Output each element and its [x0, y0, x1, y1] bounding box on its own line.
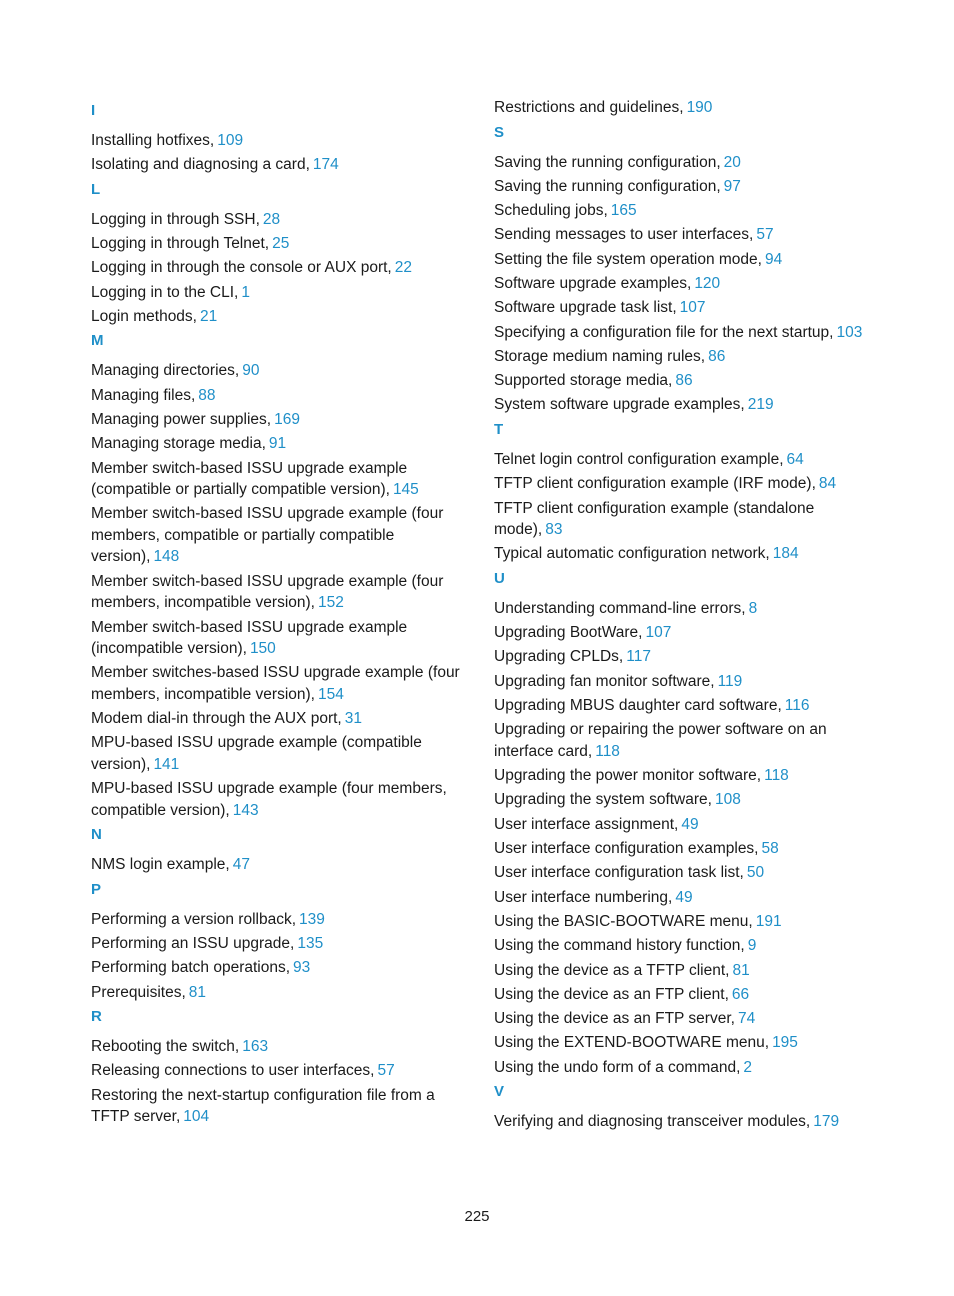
- index-entry-text: Supported storage media,: [494, 372, 673, 390]
- page-link[interactable]: 58: [761, 840, 779, 858]
- index-entry: [91, 854, 467, 876]
- index-entry: [91, 1036, 467, 1058]
- page-link[interactable]: 47: [232, 856, 250, 874]
- index-entry: [91, 617, 467, 660]
- index-entry: [494, 97, 874, 119]
- page-link[interactable]: 145: [392, 481, 419, 499]
- index-entry: [494, 249, 874, 271]
- index-entry: [91, 1060, 467, 1082]
- index-entry: [494, 297, 874, 319]
- index-entry: [494, 370, 874, 392]
- index-entry-text: Using the device as an FTP server,: [494, 1010, 735, 1028]
- page-link[interactable]: 107: [645, 624, 672, 642]
- index-entry-text: Isolating and diagnosing a card,: [91, 156, 310, 174]
- index-entry-text: Restrictions and guidelines,: [494, 99, 684, 116]
- page-link[interactable]: 91: [268, 435, 287, 453]
- index-entry-text: Logging in through the console or AUX port,: [91, 259, 392, 277]
- index-entry-text: Upgrading MBUS daughter card software,: [494, 697, 782, 715]
- index-entry-text: Storage medium naming rules,: [494, 347, 706, 365]
- index-entry-text: Managing power supplies,: [91, 411, 272, 429]
- index-entry: [91, 458, 467, 501]
- page-link[interactable]: 94: [764, 250, 783, 268]
- index-entry: [494, 911, 874, 933]
- index-entry-text: Member switch-based ISSU upgrade example (compatible or partially compatible version),: [91, 459, 408, 499]
- index-letter-heading: V: [494, 1083, 505, 1101]
- index-entry: [494, 1008, 874, 1030]
- index-entry: [494, 695, 874, 717]
- index-entry: [91, 662, 467, 705]
- index-entry: [494, 273, 874, 295]
- index-entry-text: User interface assignment,: [494, 815, 679, 833]
- page-link[interactable]: 86: [708, 347, 726, 365]
- index-entry-text: Using the undo form of a command,: [494, 1058, 741, 1076]
- page-link[interactable]: 163: [242, 1038, 269, 1056]
- index-letter-heading: S: [494, 123, 505, 141]
- index-entry: [494, 200, 874, 222]
- page-link[interactable]: 165: [610, 202, 637, 220]
- index-entry: [91, 957, 467, 979]
- index-entry: [494, 671, 874, 693]
- index-entry: [494, 719, 874, 762]
- page-link[interactable]: 109: [217, 132, 244, 149]
- index-entry: [494, 1032, 874, 1054]
- index-entry-text: Restoring the next-startup configuration file from a TFTP server,: [91, 1086, 435, 1126]
- index-entry-text: Performing batch operations,: [91, 959, 291, 977]
- index-entry-text: Saving the running configuration,: [494, 177, 721, 195]
- page-link[interactable]: 169: [274, 411, 300, 429]
- index-entry-text: Setting the file system operation mode,: [494, 250, 762, 268]
- page-link[interactable]: 174: [312, 156, 339, 174]
- index-letter-heading: R: [91, 1008, 102, 1026]
- page-link[interactable]: 57: [377, 1062, 395, 1080]
- index-entry-text: Logging in through SSH,: [91, 210, 260, 228]
- page-link[interactable]: 148: [153, 548, 180, 566]
- page-link[interactable]: 191: [755, 912, 782, 930]
- index-entry-text: Typical automatic configuration network,: [494, 545, 770, 563]
- index-entry-text: TFTP client configuration example (standalone mode),: [494, 499, 815, 539]
- index-entry-text: TFTP client configuration example (IRF mode),: [494, 475, 816, 493]
- page-link[interactable]: 8: [748, 599, 758, 617]
- index-entry-text: Software upgrade examples,: [494, 274, 692, 292]
- page-link[interactable]: 116: [784, 697, 810, 715]
- page-link[interactable]: 219: [747, 396, 774, 414]
- index-entry: [91, 257, 467, 279]
- index-entry: [494, 1057, 874, 1079]
- page-link[interactable]: 118: [595, 742, 620, 760]
- index-entry-text: System software upgrade examples,: [494, 396, 745, 414]
- page-link[interactable]: 179: [813, 1113, 840, 1131]
- index-entry-text: Specifying a configuration file for the next startup,: [494, 323, 834, 341]
- index-entry-text: User interface configuration task list,: [494, 864, 744, 882]
- index-entry-text: Managing directories,: [91, 362, 240, 380]
- index-entry: [91, 732, 467, 775]
- page-link[interactable]: 108: [714, 791, 741, 809]
- index-entry: [91, 982, 467, 1004]
- index-entry: [91, 154, 467, 176]
- index-entry: [494, 449, 874, 471]
- index-entry: [494, 765, 874, 787]
- index-entry-text: Prerequisites,: [91, 983, 186, 1001]
- index-entry-text: User interface configuration examples,: [494, 840, 759, 858]
- index-entry: [494, 224, 874, 246]
- index-entry: [91, 778, 467, 821]
- page-link[interactable]: 22: [394, 259, 412, 277]
- index-entry-text: MPU-based ISSU upgrade example (four members, compatible version),: [91, 780, 447, 819]
- index-entry: [494, 543, 874, 565]
- page-link[interactable]: 64: [786, 450, 804, 468]
- page-link[interactable]: 97: [723, 177, 741, 195]
- index-entry-text: MPU-based ISSU upgrade example (compatible version),: [91, 734, 422, 773]
- index-entry: [91, 909, 467, 931]
- index-entry: [91, 433, 467, 455]
- page-link[interactable]: 190: [686, 99, 713, 116]
- page-link[interactable]: 50: [746, 864, 765, 882]
- index-entry: [494, 960, 874, 982]
- index-entry: [91, 209, 467, 231]
- index-entry: [494, 862, 874, 884]
- index-entry: [494, 984, 874, 1006]
- page-link[interactable]: 103: [836, 323, 863, 341]
- index-entry-text: Upgrading fan monitor software,: [494, 672, 715, 690]
- page-link[interactable]: 104: [183, 1108, 210, 1126]
- index-entry-text: Upgrading BootWare,: [494, 624, 643, 642]
- index-entry-text: Member switch-based ISSU upgrade example (four members, incompatible version),: [91, 572, 444, 612]
- index-letter-heading: P: [91, 880, 102, 898]
- page-link[interactable]: 49: [681, 815, 699, 833]
- index-letter-heading: M: [91, 332, 104, 350]
- page-link[interactable]: 154: [317, 685, 344, 703]
- index-entry-text: Using the device as an FTP client,: [494, 985, 729, 1003]
- page-link[interactable]: 20: [723, 153, 741, 171]
- index-entry: [494, 394, 874, 416]
- page-link[interactable]: 86: [675, 372, 693, 390]
- page-number: 225: [464, 1208, 490, 1225]
- index-entry: [494, 1111, 874, 1133]
- index-column-right: [494, 97, 874, 1136]
- page-link[interactable]: 195: [772, 1034, 798, 1052]
- index-entry: [91, 233, 467, 255]
- index-entry: [494, 176, 874, 198]
- index-entry-text: NMS login example,: [91, 856, 230, 874]
- index-entry: [494, 789, 874, 811]
- index-entry: [91, 306, 467, 328]
- index-entry-text: Using the EXTEND-BOOTWARE menu,: [494, 1034, 770, 1052]
- index-entry-text: Performing an ISSU upgrade,: [91, 935, 295, 953]
- page-link[interactable]: 143: [232, 801, 259, 819]
- page-link[interactable]: 117: [626, 648, 651, 666]
- index-entry: [494, 473, 874, 495]
- index-entry: [494, 838, 874, 860]
- index-entry-text: User interface numbering,: [494, 888, 673, 906]
- index-letter-heading: L: [91, 180, 101, 198]
- page-link[interactable]: 150: [249, 640, 276, 658]
- index-letter-heading: U: [494, 569, 505, 587]
- index-entry: [494, 152, 874, 174]
- index-entry: [91, 571, 467, 614]
- page-link[interactable]: 81: [732, 961, 750, 979]
- index-letter-heading: T: [494, 420, 504, 438]
- index-entry: [91, 385, 467, 407]
- page-link[interactable]: 84: [818, 475, 837, 493]
- page-link[interactable]: 119: [717, 672, 743, 690]
- page-link[interactable]: 139: [299, 910, 325, 928]
- page-link[interactable]: 1: [241, 283, 250, 301]
- index-entry-text: Logging in through Telnet,: [91, 235, 270, 253]
- index-entry: [494, 935, 874, 957]
- page-link[interactable]: 135: [297, 935, 324, 953]
- index-entry-text: Sending messages to user interfaces,: [494, 226, 754, 244]
- index-entry: [91, 708, 467, 730]
- page-link[interactable]: 49: [675, 888, 693, 906]
- page-link[interactable]: 2: [743, 1058, 753, 1076]
- index-entry-text: Installing hotfixes,: [91, 132, 215, 149]
- index-entry-text: Understanding command-line errors,: [494, 599, 746, 617]
- index-entry: [91, 360, 467, 382]
- page-link[interactable]: 83: [545, 521, 563, 539]
- page-link[interactable]: 141: [153, 755, 180, 773]
- index-entry: [494, 322, 874, 344]
- index-entry: [91, 1085, 467, 1128]
- index-entry-text: Login methods,: [91, 307, 197, 325]
- index-entry-text: Member switches-based ISSU upgrade example (four members, incompatible version),: [91, 664, 460, 703]
- page-link[interactable]: 118: [764, 767, 789, 785]
- page-link[interactable]: 74: [737, 1010, 756, 1028]
- index-entry-text: Upgrading the power monitor software,: [494, 767, 762, 785]
- index-entry: [91, 130, 467, 152]
- page-link[interactable]: 81: [188, 983, 207, 1001]
- page-link[interactable]: 21: [200, 307, 218, 325]
- index-entry: [91, 503, 467, 568]
- index-entry-text: Member switch-based ISSU upgrade example (four members, compatible or partially compatible version),: [91, 505, 444, 566]
- index-entry: [494, 887, 874, 909]
- page-link[interactable]: 9: [747, 937, 757, 955]
- index-entry-text: Logging in to the CLI,: [91, 283, 239, 301]
- index-entry: [91, 409, 467, 431]
- index-entry-text: Rebooting the switch,: [91, 1038, 240, 1056]
- index-entry-text: Scheduling jobs,: [494, 202, 608, 220]
- index-entry: [494, 646, 874, 668]
- page-link[interactable]: 107: [679, 299, 706, 317]
- index-entry-text: Managing files,: [91, 386, 196, 404]
- index-entry-text: Saving the running configuration,: [494, 153, 721, 171]
- index-entry: [494, 598, 874, 620]
- page-link[interactable]: 93: [293, 959, 311, 977]
- page-link[interactable]: 90: [242, 362, 260, 380]
- index-column-left: [91, 97, 467, 1131]
- index-entry-text: Modem dial-in through the AUX port,: [91, 710, 342, 728]
- page-link[interactable]: 28: [262, 210, 281, 228]
- index-letter-heading: I: [91, 102, 96, 119]
- index-entry-text: Releasing connections to user interfaces,: [91, 1062, 375, 1080]
- page-link[interactable]: 88: [198, 386, 216, 404]
- page-link[interactable]: 57: [756, 226, 774, 244]
- page-link[interactable]: 152: [317, 594, 344, 612]
- index-entry: [494, 346, 874, 368]
- page-link[interactable]: 31: [344, 710, 362, 728]
- index-entry-text: Telnet login control configuration example,: [494, 450, 784, 468]
- index-letter-heading: N: [91, 826, 102, 844]
- index-entry: [91, 282, 467, 304]
- page-link[interactable]: 66: [731, 985, 750, 1003]
- index-entry-text: Member switch-based ISSU upgrade example (incompatible version),: [91, 618, 408, 658]
- index-entry-text: Using the device as a TFTP client,: [494, 961, 730, 979]
- index-entry-text: Verifying and diagnosing transceiver modules,: [494, 1113, 811, 1131]
- index-entry-text: Upgrading CPLDs,: [494, 648, 624, 666]
- index-entry: [494, 622, 874, 644]
- index-entry: [494, 814, 874, 836]
- page-link[interactable]: 120: [694, 274, 721, 292]
- index-entry-text: Using the BASIC-BOOTWARE menu,: [494, 912, 753, 930]
- index-entry-text: Managing storage media,: [91, 435, 266, 453]
- page-link[interactable]: 25: [272, 235, 290, 253]
- page-link[interactable]: 184: [772, 545, 799, 563]
- index-entry-text: Using the command history function,: [494, 937, 745, 955]
- index-entry-text: Software upgrade task list,: [494, 299, 677, 317]
- index-entry: [91, 933, 467, 955]
- index-entry-text: Performing a version rollback,: [91, 910, 297, 928]
- index-entry: [494, 498, 874, 541]
- index-entry-text: Upgrading or repairing the power software on an interface card,: [494, 721, 827, 760]
- index-entry-text: Upgrading the system software,: [494, 791, 712, 809]
